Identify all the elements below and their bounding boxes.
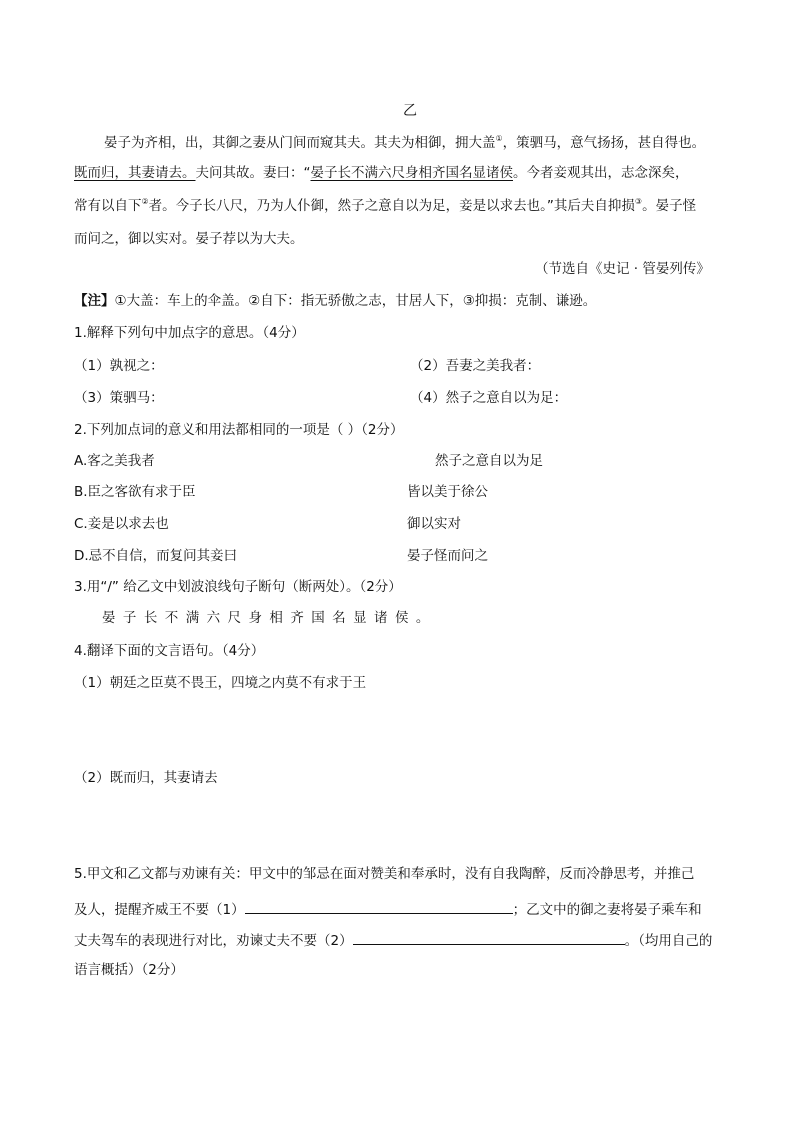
passage-line-4: 而问之，御以实对。晏子荐以为大夫。 [74,231,304,247]
passage-text: 者。今子长八尺，乃为人仆御，然子之意自以为足，妾是以求去也。”其后夫自抑损 [148,198,635,214]
question-5-line-3 [74,932,712,949]
underlined-sentence: 既而归，其妻请去。 [74,165,196,181]
wavy-underlined-sentence: 晏子长不满六尺身相齐国名显诸侯 [310,165,513,181]
passage-text: 夫问其故。妻曰：“ [195,165,311,181]
question-2-option-c: C.妾是以求去也 [74,516,169,532]
question-3-sentence: 晏子长不满六尺身相齐国名显诸侯。 [102,610,437,626]
passage-line-1 [104,134,706,151]
answer-blank-1[interactable] [245,901,513,914]
question-5-line-4: 语言概括）（2分） [74,962,184,978]
question-1-item-3: （3）策驷马： [74,390,164,406]
note-heading: 【注】 [74,293,115,309]
question-5-line-1: 5.甲文和乙文都与劝谏有关：甲文中的邹忌在面对赞美和奉承时，没有自我陶醉，反而冷静思考，并推己 [74,866,695,882]
footnote-marker: ③ [634,197,643,206]
footnote-marker: ② [141,197,149,206]
note-text: ①大盖：车上的伞盖。②自下：指无骄傲之志，甘居人下，③抑损：克制、谦逊。 [114,293,597,309]
question-5-text: 丈夫驾车的表现进行对比，劝谏丈夫不要（2） [74,933,353,949]
question-1-item-1: （1）孰视之： [74,358,164,374]
annotation-note [74,295,596,309]
question-2-option-d: D.忌不自信，而复问其妾曰 [74,548,238,564]
question-4-item-1: （1）朝廷之臣莫不畏王，四境之内莫不有求于王 [74,675,367,691]
passage-text: 。今者妾观其出，志念深矣， [513,165,689,181]
question-2-option-a: A.客之美我者 [74,453,155,469]
passage-text: 。晏子怪 [642,198,697,214]
question-5-line-2 [74,901,702,918]
question-4-stem: 4.翻译下面的文言语句。（4分） [74,643,265,659]
question-2-option-d-compare: 晏子怪而问之 [407,548,488,564]
passage-line-2 [74,167,689,181]
passage-source: （节选自《史记 · 管晏列传》 [535,261,710,277]
question-2-stem: 2.下列加点词的意义和用法都相同的一项是（ ）（2分） [74,422,404,438]
passage-text: ，策驷马，意气扬扬，甚自得也。 [502,135,706,151]
question-5-text: 及人，提醒齐威王不要（1） [74,902,245,918]
question-5-text: 。（均用自己的 [624,933,713,949]
question-1-item-2: （2）吾妻之美我者： [410,358,541,374]
passage-line-3 [74,197,697,214]
passage-text: 晏子为齐相，出，其御之妻从门间而窥其夫。其夫为相御，拥大盖 [104,135,496,151]
question-1-item-4: （4）然子之意自以为足： [410,390,568,406]
passage-text: 常有以自下 [74,198,142,214]
question-2-option-c-compare: 御以实对 [407,516,461,532]
question-2-option-a-compare: 然子之意自以为足 [435,453,543,469]
question-2-option-b-compare: 皆以美于徐公 [407,484,488,500]
answer-blank-2[interactable] [353,932,625,945]
footnote-marker: ① [495,134,503,143]
question-5-text: ；乙文中的御之妻将晏子乘车和 [512,902,702,918]
question-4-item-2: （2）既而归，其妻请去 [74,770,218,786]
section-title: 乙 [403,103,417,119]
question-2-option-b: B.臣之客欲有求于臣 [74,484,196,500]
question-3-stem: 3.用“/” 给乙文中划波浪线句子断句（断两处）。（2分） [74,579,402,595]
question-1-stem: 1.解释下列句中加点字的意思。（4分） [74,325,305,341]
